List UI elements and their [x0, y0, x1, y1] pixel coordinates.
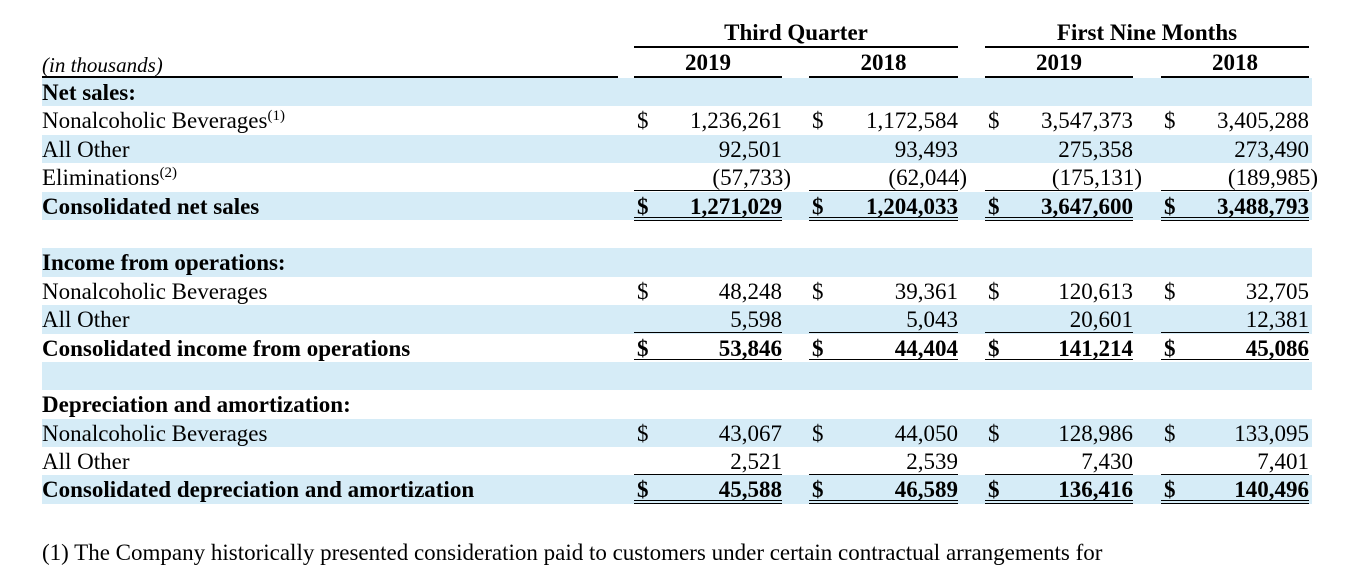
- units-label: (in thousands): [42, 48, 618, 78]
- cell-value: 7,430: [1081, 449, 1133, 475]
- year-header: 2019: [634, 48, 782, 78]
- row-label-text: All Other: [42, 136, 130, 162]
- row-label: [42, 475, 474, 504]
- currency-symbol: $: [637, 477, 649, 503]
- value-cell: [985, 106, 1133, 133]
- row-label: [42, 135, 130, 164]
- cell-value: 44,404: [894, 335, 958, 361]
- row-label: [42, 163, 177, 192]
- currency-symbol: $: [637, 278, 649, 304]
- row-label-text: Consolidated depreciation and amortization: [42, 477, 475, 503]
- value-cell: [634, 106, 782, 133]
- value-cell: [1161, 419, 1309, 446]
- value-cell: [809, 163, 967, 191]
- value-cell: [809, 447, 958, 475]
- cell-value: 45,086: [1245, 335, 1309, 361]
- cell-value: (175,131): [1051, 165, 1142, 191]
- row-label-text: All Other: [42, 449, 130, 475]
- value-cell: [809, 305, 958, 333]
- cell-value: 133,095: [1234, 420, 1309, 446]
- cell-value: 273,490: [1234, 136, 1309, 162]
- cell-value: 1,172,584: [866, 108, 958, 134]
- currency-symbol: $: [1164, 108, 1176, 134]
- table-body: [42, 78, 1318, 504]
- cell-value: 93,493: [894, 136, 958, 162]
- cell-value: 53,846: [718, 335, 782, 361]
- row-label: [42, 305, 130, 334]
- value-cell: [634, 419, 782, 446]
- table-row: [42, 192, 1312, 220]
- value-cell: [1161, 277, 1309, 304]
- footnote: (1) The Company historically presented consideration paid to customers under certain contractual arrangements for: [42, 540, 1103, 565]
- table-row: [42, 106, 1312, 134]
- cell-value: 1,236,261: [690, 108, 782, 134]
- currency-symbol: $: [988, 420, 1000, 446]
- currency-symbol: $: [812, 193, 824, 219]
- table-row: [42, 390, 1312, 418]
- cell-value: (62,044): [888, 165, 967, 191]
- cell-value: 5,043: [906, 307, 958, 333]
- cell-value: 3,647,600: [1041, 193, 1133, 219]
- currency-symbol: $: [988, 108, 1000, 134]
- row-label: [42, 277, 267, 306]
- row-label-text: Nonalcoholic Beverages: [42, 420, 268, 446]
- cell-value: (189,985): [1227, 165, 1318, 191]
- currency-symbol: $: [1164, 420, 1176, 446]
- table-row: [42, 135, 1312, 163]
- currency-symbol: $: [812, 477, 824, 503]
- cell-value: 39,361: [894, 278, 958, 304]
- cell-value: 45,588: [718, 477, 782, 503]
- cell-value: 1,271,029: [690, 193, 782, 219]
- currency-symbol: $: [812, 278, 824, 304]
- spacer-row: [42, 362, 1312, 390]
- footnote-ref: (1): [267, 108, 285, 125]
- value-cell: [1161, 447, 1309, 475]
- value-cell: [1161, 163, 1318, 191]
- value-cell: [634, 305, 782, 333]
- row-label-text: All Other: [42, 307, 130, 333]
- table-row: [42, 447, 1312, 475]
- row-label-text: Consolidated net sales: [42, 193, 260, 219]
- cell-value: 12,381: [1245, 307, 1309, 333]
- value-cell: [809, 192, 958, 221]
- table-row: [42, 419, 1312, 447]
- table-row: [42, 475, 1312, 503]
- row-label-text: Consolidated income from operations: [42, 335, 411, 361]
- year-header: 2018: [809, 48, 958, 78]
- footnote-ref: (2): [159, 165, 178, 182]
- spacer-row: [42, 220, 1312, 248]
- table-row: [42, 163, 1318, 191]
- value-cell: [985, 163, 1142, 191]
- currency-symbol: $: [637, 335, 649, 361]
- currency-symbol: $: [1164, 335, 1176, 361]
- cell-value: 275,358: [1058, 136, 1133, 162]
- value-cell: [809, 135, 958, 162]
- cell-value: 140,496: [1234, 477, 1309, 503]
- cell-value: 43,067: [718, 420, 782, 446]
- value-cell: [1161, 135, 1309, 162]
- value-cell: [634, 163, 791, 191]
- cell-value: 1,204,033: [866, 193, 958, 219]
- value-cell: [634, 447, 782, 475]
- cell-value: 136,416: [1058, 477, 1133, 503]
- cell-value: (57,733): [712, 165, 791, 191]
- cell-value: 141,214: [1058, 335, 1133, 361]
- row-label: [42, 192, 259, 221]
- currency-symbol: $: [988, 278, 1000, 304]
- currency-symbol: $: [988, 335, 1000, 361]
- cell-value: 120,613: [1058, 278, 1133, 304]
- value-cell: [985, 419, 1133, 446]
- currency-symbol: $: [637, 108, 649, 134]
- value-cell: [809, 475, 958, 504]
- value-cell: [985, 305, 1133, 333]
- value-cell: [634, 192, 782, 221]
- cell-value: 3,405,288: [1217, 108, 1309, 134]
- row-label: Income from operations:: [42, 250, 286, 276]
- cell-value: 46,589: [894, 477, 958, 503]
- table-row: [42, 78, 1312, 106]
- value-cell: [634, 277, 782, 304]
- cell-value: 3,547,373: [1041, 108, 1133, 134]
- cell-value: 5,598: [730, 307, 782, 333]
- row-label-text: Nonalcoholic Beverages: [42, 108, 268, 134]
- value-cell: [1161, 305, 1309, 333]
- table-row: [42, 334, 1312, 362]
- value-cell: [809, 106, 958, 133]
- value-cell: [1161, 475, 1309, 504]
- value-cell: [1161, 106, 1309, 133]
- value-cell: [809, 334, 958, 363]
- value-cell: [1161, 192, 1309, 221]
- cell-value: 2,539: [906, 449, 958, 475]
- value-cell: [809, 277, 958, 304]
- row-label-text: Nonalcoholic Beverages: [42, 278, 268, 304]
- table-row: [42, 305, 1312, 333]
- cell-value: 44,050: [894, 420, 958, 446]
- currency-symbol: $: [812, 108, 824, 134]
- row-label: Depreciation and amortization:: [42, 392, 351, 418]
- currency-symbol: $: [637, 193, 649, 219]
- value-cell: [985, 277, 1133, 304]
- cell-value: 128,986: [1058, 420, 1133, 446]
- row-label: [42, 447, 130, 476]
- value-cell: [985, 334, 1133, 363]
- cell-value: 48,248: [718, 278, 782, 304]
- table-row: [42, 277, 1312, 305]
- value-cell: [809, 419, 958, 446]
- row-label: Net sales:: [42, 80, 136, 105]
- row-label-text: Eliminations: [42, 165, 160, 191]
- cell-value: 7,401: [1257, 449, 1309, 475]
- value-cell: [985, 135, 1133, 162]
- header-first-nine-months: First Nine Months: [985, 18, 1309, 48]
- year-header: 2018: [1161, 48, 1309, 78]
- currency-symbol: $: [1164, 193, 1176, 219]
- cell-value: 92,501: [718, 136, 782, 162]
- currency-symbol: $: [1164, 477, 1176, 503]
- currency-symbol: $: [812, 420, 824, 446]
- row-label: [42, 419, 267, 448]
- table-row: [42, 248, 1312, 276]
- year-header: 2019: [985, 48, 1133, 78]
- value-cell: [985, 475, 1133, 504]
- value-cell: [634, 135, 782, 162]
- row-label: [42, 334, 410, 363]
- currency-symbol: $: [988, 193, 1000, 219]
- currency-symbol: $: [988, 477, 1000, 503]
- cell-value: 3,488,793: [1217, 193, 1309, 219]
- value-cell: [634, 475, 782, 504]
- value-cell: [634, 334, 782, 363]
- value-cell: [985, 447, 1133, 475]
- value-cell: [985, 192, 1133, 221]
- currency-symbol: $: [637, 420, 649, 446]
- cell-value: 32,705: [1245, 278, 1309, 304]
- currency-symbol: $: [1164, 278, 1176, 304]
- header-third-quarter: Third Quarter: [634, 18, 958, 48]
- row-label: [42, 106, 285, 135]
- value-cell: [1161, 334, 1309, 363]
- cell-value: 20,601: [1069, 307, 1133, 333]
- cell-value: 2,521: [730, 449, 782, 475]
- currency-symbol: $: [812, 335, 824, 361]
